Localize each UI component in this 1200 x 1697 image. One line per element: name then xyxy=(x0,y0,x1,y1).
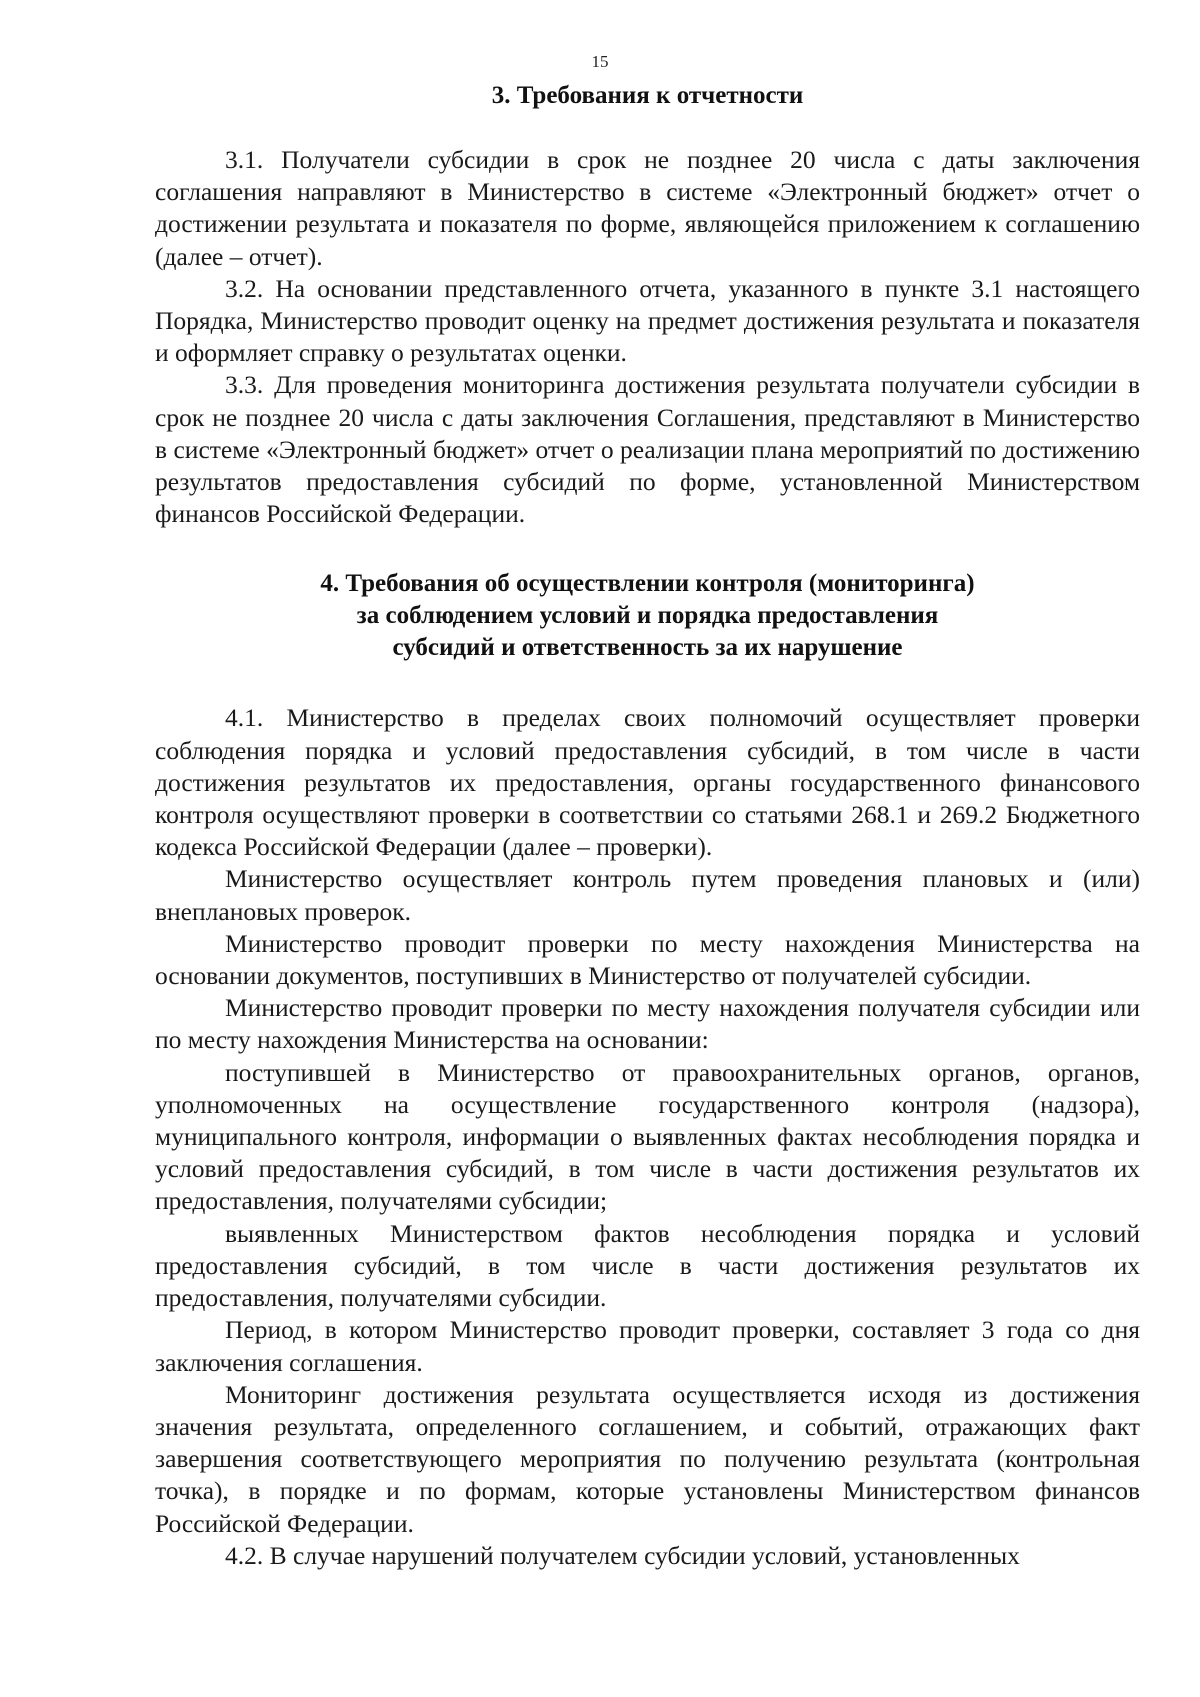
section-4-title-line: за соблюдением условий и порядка предоставления xyxy=(356,602,939,630)
paragraph-3-1: 3.1. Получатели субсидии в срок не позднее 20 числа с даты заключения соглашения направляют в Министерство в системе «Электронный бюджет» отчет о достижении результата и показателя по форме, являющейся приложением к соглашению (далее – отчет). xyxy=(155,145,1140,271)
paragraph-4-1: 4.1. Министерство в пределах своих полномочий осуществляет проверки соблюдения порядка и условий предоставления субсидий, в том числе в части достижения результатов их предоставления, органы государственного финансового контроля осуществляют проверки в соответствии со статьями 268.1 и 269.2 Бюджетного кодекса Российской Федерации (далее – проверки). xyxy=(155,703,1140,862)
section-4-title-line: 4. Требования об осуществлении контроля (мониторинга) xyxy=(320,570,975,598)
section-3-title: 3. Требования к отчетности xyxy=(491,82,804,109)
paragraph-audit-period: Период, в котором Министерство проводит проверки, составляет 3 года со дня заключения соглашения. xyxy=(155,1315,1140,1377)
paragraph-3-3: 3.3. Для проведения мониторинга достижения результата получатели субсидии в срок не позднее 20 числа с даты заключения Соглашения, представляют в Министерство в системе «Электронный бюджет» отчет о реализации плана мероприятий по достижению результатов предоставления субсидий по форме, установленной Министерством финансов Российской Федерации. xyxy=(155,370,1140,529)
section-4-title-line: субсидий и ответственность за их нарушение xyxy=(392,634,903,662)
page-number: 15 xyxy=(591,52,609,71)
paragraph-3-2: 3.2. На основании представленного отчета, указанного в пункте 3.1 настоящего Порядка, Министерство проводит оценку на предмет достижения результата и показателя и оформляет справку о результатах оценки. xyxy=(155,273,1140,368)
paragraph-audit-basis-1: поступившей в Министерство от правоохранительных органов, органов, уполномоченных на осуществление государственного контроля (надзора), муниципального контроля, информации о выявленных фактах несоблюдения порядка и условий предоставления субсидий, в том числе в части достижения результатов их предоставления, получателями субсидии; xyxy=(155,1057,1140,1216)
paragraph-monitoring: Мониторинг достижения результата осуществляется исходя из достижения значения результата, определенного соглашением, и событий, отражающих факт завершения соответствующего мероприятия по получению результата (контрольная точка), в порядке и по формам, которые установлены Министерством финансов Российской Федерации. xyxy=(155,1379,1140,1538)
paragraph-audit-basis-2: выявленных Министерством фактов несоблюдения порядка и условий предоставления субсидий, в том числе в части достижения результатов их предоставления, получателями субсидии. xyxy=(155,1218,1140,1313)
section-4-title xyxy=(155,568,1140,664)
paragraph-4-2: 4.2. В случае нарушений получателем субсидии условий, установленных xyxy=(225,1540,1020,1570)
document-body xyxy=(155,80,1140,1572)
paragraph-desk-audit: Министерство проводит проверки по месту нахождения Министерства на основании документов, поступивших в Министерство от получателей субсидии. xyxy=(155,928,1140,991)
paragraph-field-audit: Министерство проводит проверки по месту нахождения получателя субсидии или по месту нахождения Министерства на основании: xyxy=(155,993,1140,1055)
paragraph-control-method: Министерство осуществляет контроль путем проведения плановых и (или) внеплановых проверок. xyxy=(155,864,1140,926)
